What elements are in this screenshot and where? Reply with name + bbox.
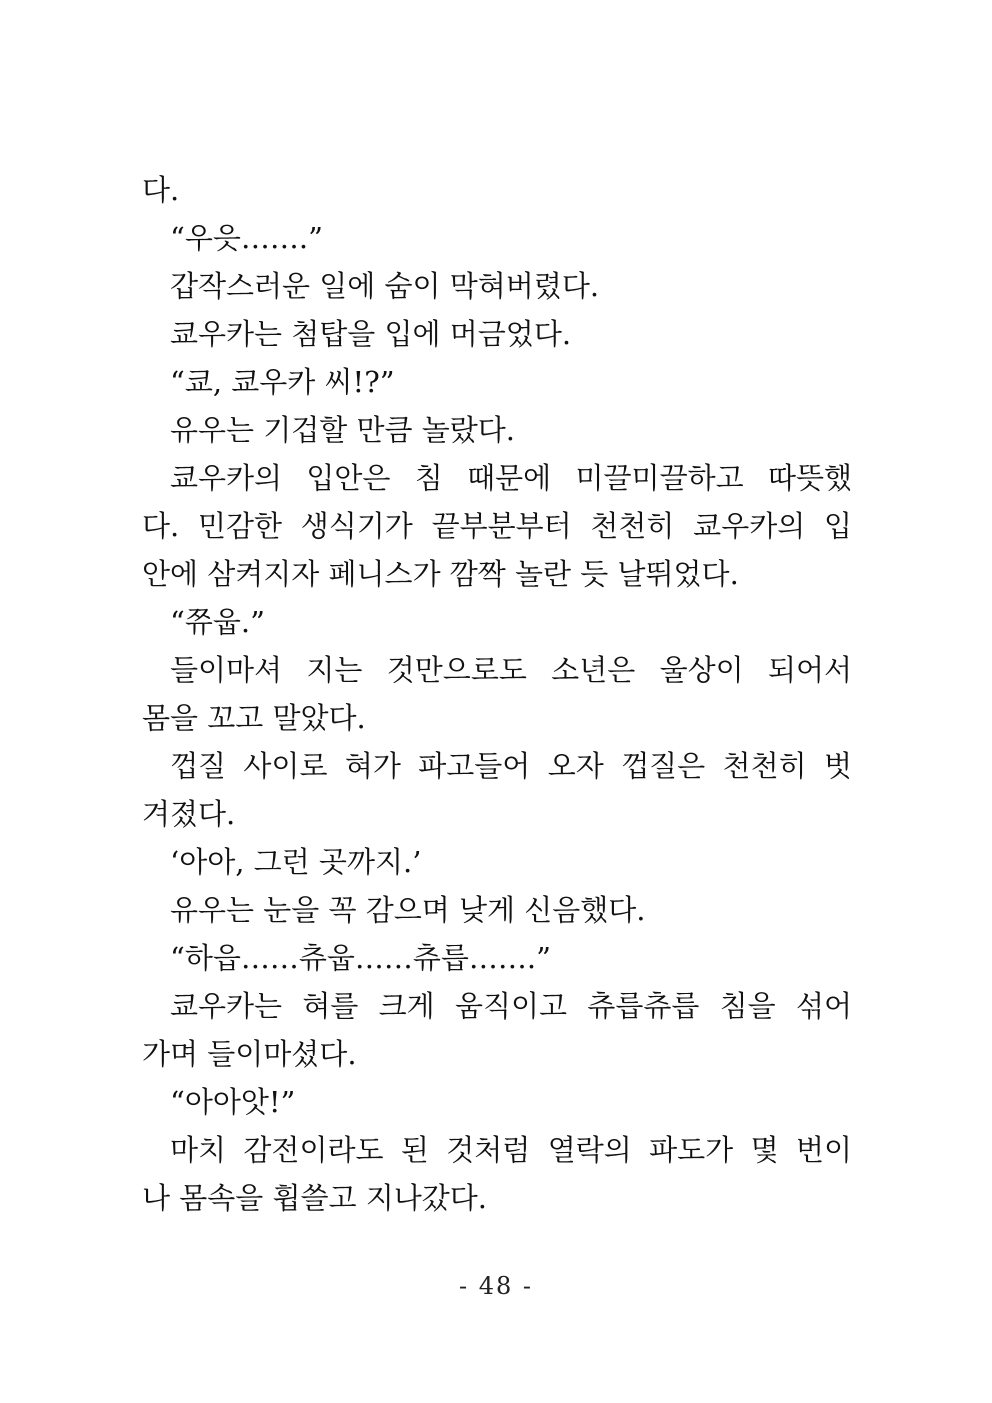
text-line: 들이마셔 지는 것만으로도 소년은 울상이 되어서 (170, 653, 852, 687)
text-line: “아아앗!” (170, 1085, 296, 1119)
text-line: “쮸웁.” (170, 605, 265, 639)
text-line: 겨졌다. (142, 797, 236, 831)
text-line: 몸을 꼬고 말았다. (142, 701, 366, 735)
text-line: “하읍……츄웁……츄릅…….” (170, 941, 551, 975)
text-line: 다. 민감한 생식기가 끝부분부터 천천히 쿄우카의 입 (142, 509, 852, 543)
text-line: 다. (142, 173, 180, 207)
text-line: “우읏…….” (170, 221, 323, 255)
text-line: 유우는 눈을 꼭 감으며 낮게 신음했다. (170, 893, 646, 927)
page-number: - 48 - (458, 1272, 533, 1300)
text-line: ‘아아, 그런 곳까지.’ (170, 845, 422, 879)
text-line: 갑작스러운 일에 숨이 막혀버렸다. (170, 269, 600, 303)
body-text (142, 166, 852, 1222)
text-line: 안에 삼켜지자 페니스가 깜짝 놀란 듯 날뛰었다. (142, 557, 739, 591)
text-line: 마치 감전이라도 된 것처럼 열락의 파도가 몇 번이 (170, 1133, 852, 1167)
text-line: 유우는 기겁할 만큼 놀랐다. (170, 413, 516, 447)
text-line: 껍질 사이로 혀가 파고들어 오자 껍질은 천천히 벗 (170, 749, 852, 783)
text-line: “쿄, 쿄우카 씨!?” (170, 365, 395, 399)
text-line: 나 몸속을 휩쓸고 지나갔다. (142, 1181, 488, 1215)
text-line: 가며 들이마셨다. (142, 1037, 357, 1071)
text-line: 쿄우카는 첨탑을 입에 머금었다. (170, 317, 572, 351)
text-line: 쿄우카는 혀를 크게 움직이고 츄릅츄릅 침을 섞어 (170, 989, 852, 1023)
text-line: 쿄우카의 입안은 침 때문에 미끌미끌하고 따뜻했 (170, 461, 852, 495)
